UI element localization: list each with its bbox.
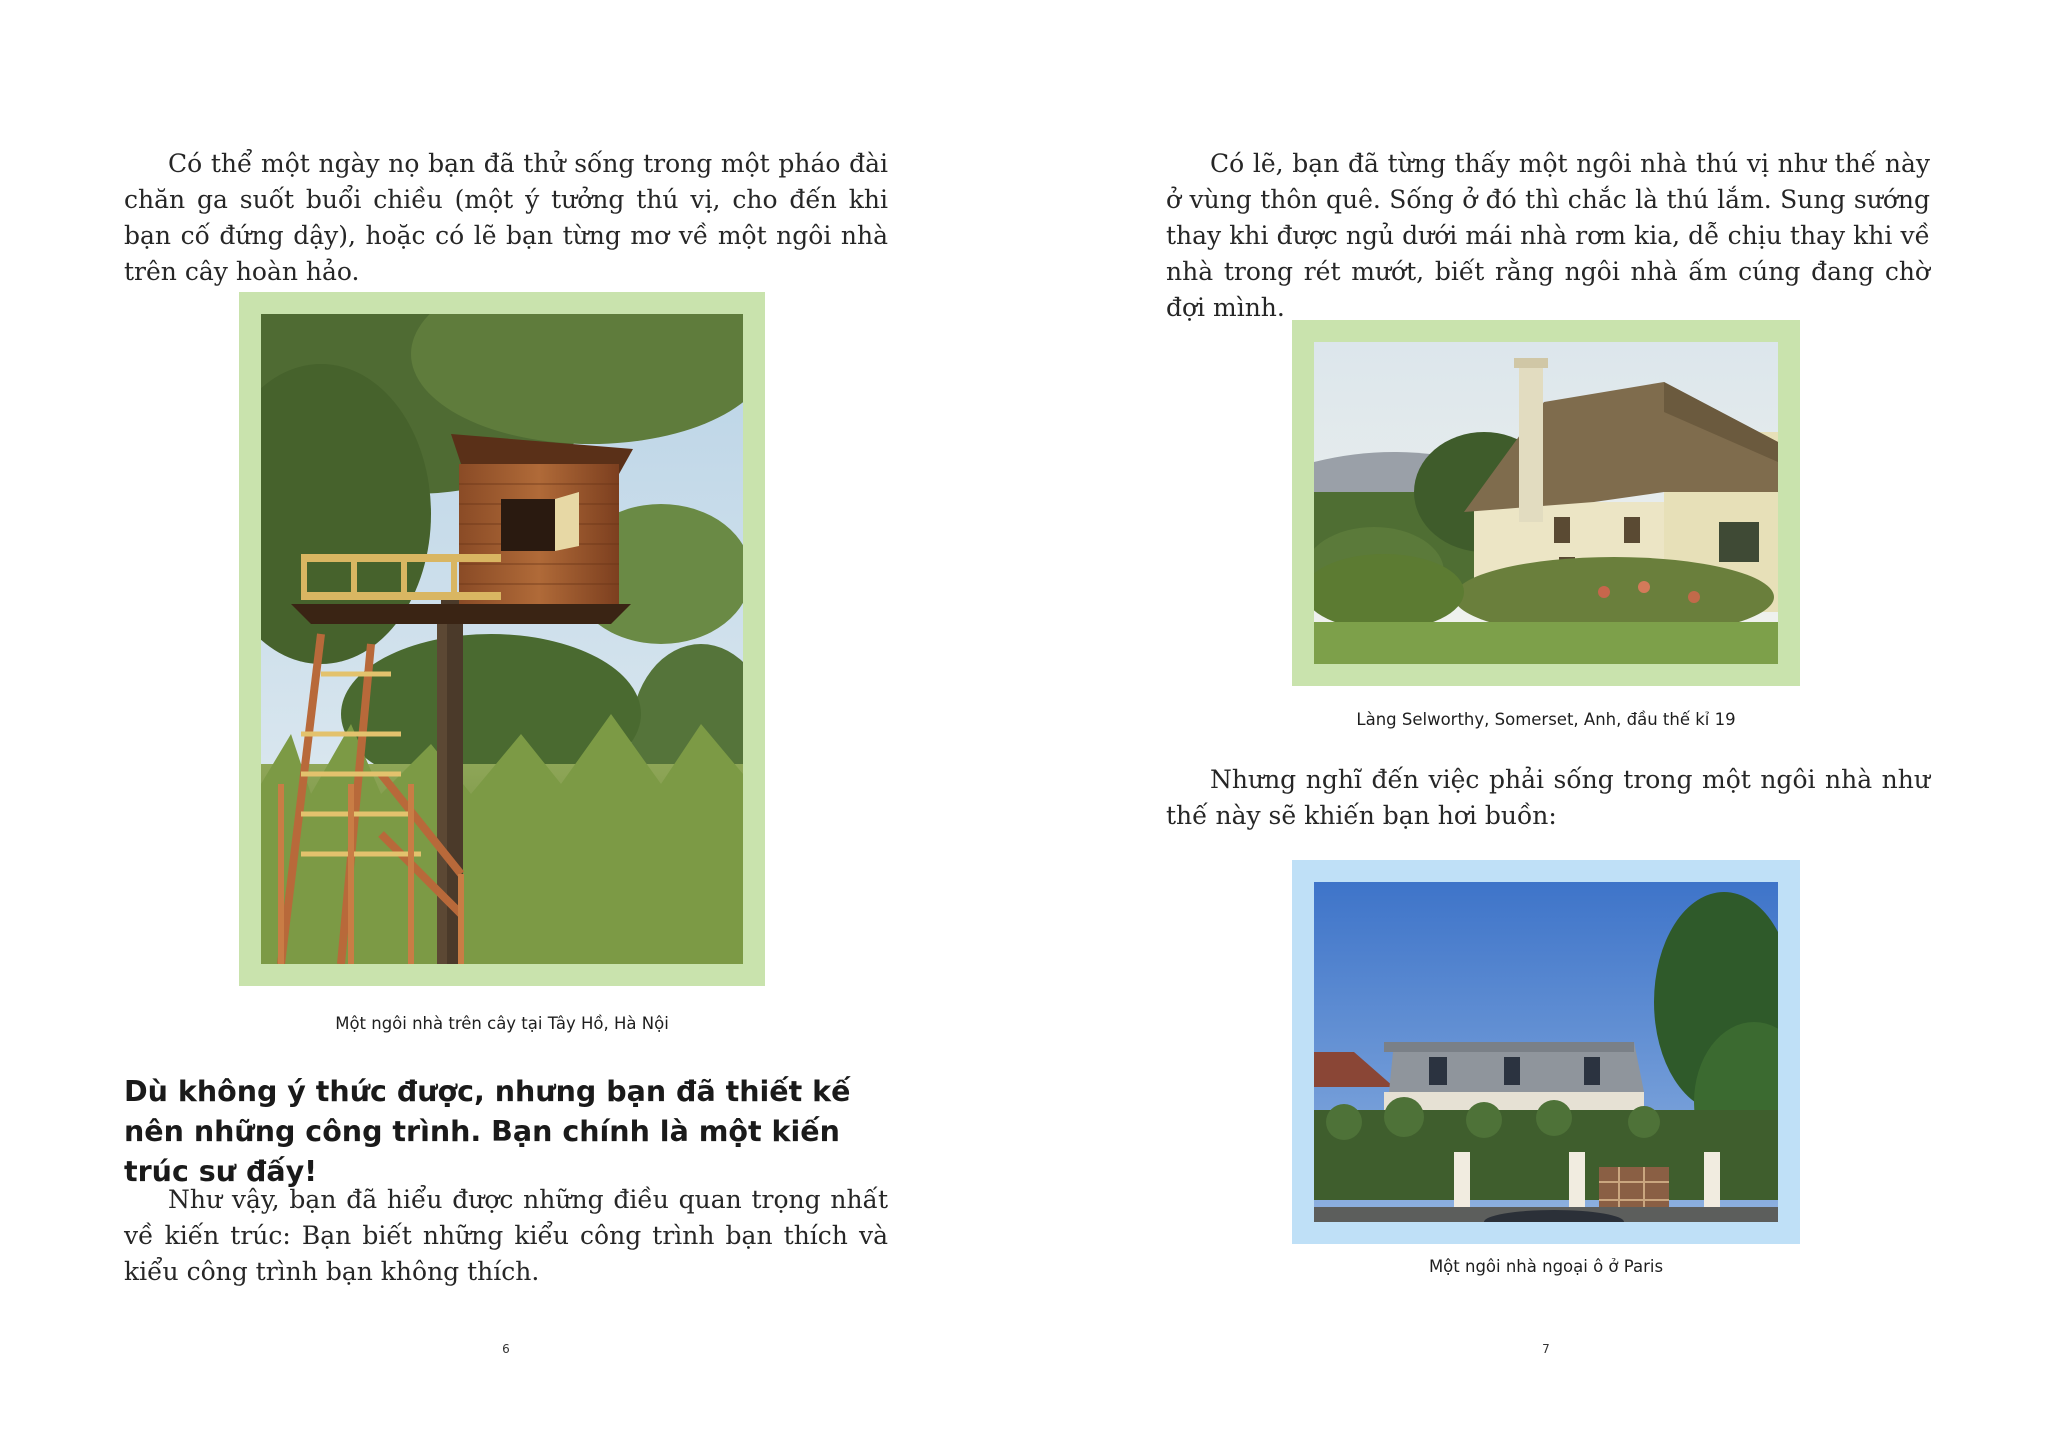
cottage-photo-frame bbox=[1292, 320, 1800, 686]
cottage-photo bbox=[1314, 342, 1778, 664]
section-heading: Dù không ý thức được, nhưng bạn đã thiết kế nên những công trình. Bạn chính là một kiến trúc sư đấy! bbox=[124, 1075, 851, 1188]
intro-paragraph: Có thể một ngày nọ bạn đã thử sống trong một pháo đài chăn ga suốt buổi chiều (một ý tưởng thú vị, cho đến khi bạn cố đứng dậy), hoặc có lẽ bạn từng mơ về một ngôi nhà trên cây hoàn hảo. bbox=[124, 149, 888, 286]
middle-paragraph: Nhưng nghĩ đến việc phải sống trong một ngôi nhà như thế này sẽ khiến bạn hơi buồn: bbox=[1166, 765, 1930, 830]
page-number: 7 bbox=[1542, 1342, 1550, 1356]
paris-photo-frame bbox=[1292, 860, 1800, 1244]
paris-photo bbox=[1314, 882, 1778, 1222]
treehouse-caption: Một ngôi nhà trên cây tại Tây Hồ, Hà Nội bbox=[335, 1014, 669, 1033]
treehouse-photo-frame bbox=[239, 292, 765, 986]
paris-caption: Một ngôi nhà ngoại ô ở Paris bbox=[1428, 1257, 1664, 1276]
closing-paragraph: Như vậy, bạn đã hiểu được những điều quan trọng nhất về kiến trúc: Bạn biết những kiểu công trình bạn thích và kiểu công trình bạn không thích. bbox=[124, 1185, 888, 1286]
cottage-caption: Làng Selworthy, Somerset, Anh, đầu thế kỉ 19 bbox=[1356, 710, 1736, 729]
page-number: 6 bbox=[502, 1342, 510, 1356]
treehouse-photo bbox=[261, 314, 743, 964]
intro-paragraph: Có lẽ, bạn đã từng thấy một ngôi nhà thú vị như thế này ở vùng thôn quê. Sống ở đó thì chắc là thú lắm. Sung sướng thay khi được ngủ dưới mái nhà rơm kia, dễ chịu thay khi về nhà trong rét mướt, biết rằng ngôi nhà ấm cúng đang chờ đợi mình. bbox=[1166, 149, 1930, 322]
right-page bbox=[1024, 0, 2048, 1435]
